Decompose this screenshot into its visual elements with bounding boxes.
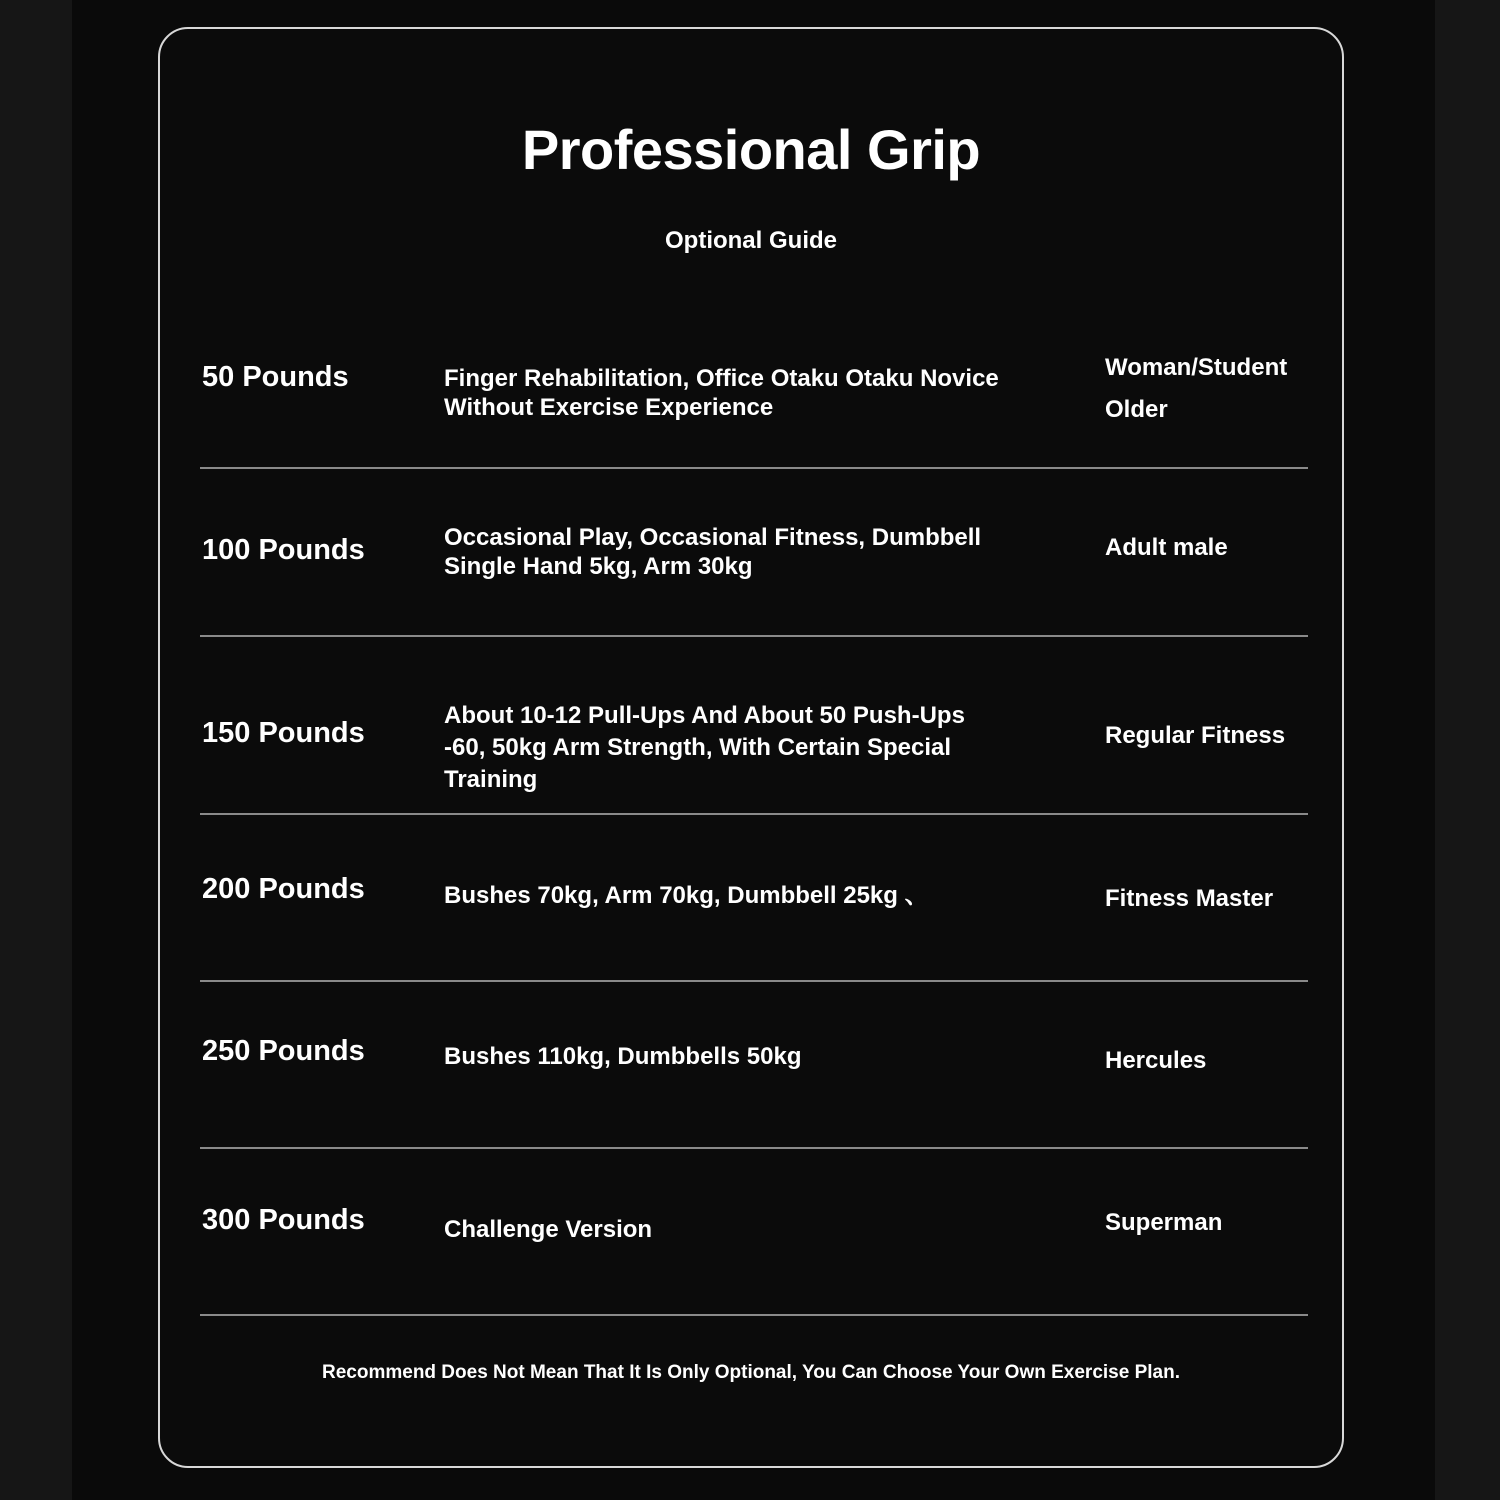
grip-level: 200 Pounds (202, 873, 365, 905)
grip-level: 250 Pounds (202, 1035, 365, 1067)
grip-level: 150 Pounds (202, 717, 365, 749)
table-row (200, 982, 1308, 1149)
table-row (200, 1149, 1308, 1316)
grip-description: Occasional Play, Occasional Fitness, Dumbbell Single Hand 5kg, Arm 30kg (444, 524, 982, 580)
grip-level: 100 Pounds (202, 534, 365, 566)
grip-guide-card (158, 27, 1344, 1468)
grip-description: Finger Rehabilitation, Office Otaku Otaku Novice Without Exercise Experience (444, 365, 999, 421)
table-row (200, 469, 1308, 637)
grip-audience (1105, 715, 1305, 757)
grip-level: 300 Pounds (202, 1204, 365, 1236)
page-title: Professional Grip (521, 118, 981, 181)
grip-description: Challenge Version (444, 1216, 653, 1243)
table-row (200, 637, 1308, 815)
grip-description: Bushes 70kg, Arm 70kg, Dumbbell 25kg 、 (444, 882, 929, 909)
grip-description: Bushes 110kg, Dumbbells 50kg (444, 1043, 802, 1070)
grip-description: About 10-12 Pull-Ups And About 50 Push-Ups -60, 50kg Arm Strength, With Certain Special Training (444, 702, 965, 793)
row-divider (200, 1314, 1308, 1316)
page-subtitle: Optional Guide (665, 227, 837, 254)
footer-note: Recommend Does Not Mean That It Is Only Optional, You Can Choose Your Own Exercise Plan. (322, 1362, 1180, 1383)
grip-audience (1105, 347, 1305, 431)
audience-line: Fitness Master (1105, 885, 1274, 912)
table-row (200, 815, 1308, 982)
audience-line: Older (1105, 396, 1168, 423)
audience-line: Woman/Student (1105, 354, 1288, 381)
audience-line: Regular Fitness (1105, 722, 1286, 749)
grip-audience (1105, 527, 1305, 569)
grip-audience (1105, 878, 1305, 920)
grip-level: 50 Pounds (202, 361, 349, 393)
table-row (200, 319, 1308, 469)
grip-audience (1105, 1040, 1305, 1082)
grip-audience (1105, 1202, 1305, 1244)
audience-line: Hercules (1105, 1047, 1207, 1074)
audience-line: Superman (1105, 1209, 1223, 1236)
audience-line: Adult male (1105, 534, 1228, 561)
